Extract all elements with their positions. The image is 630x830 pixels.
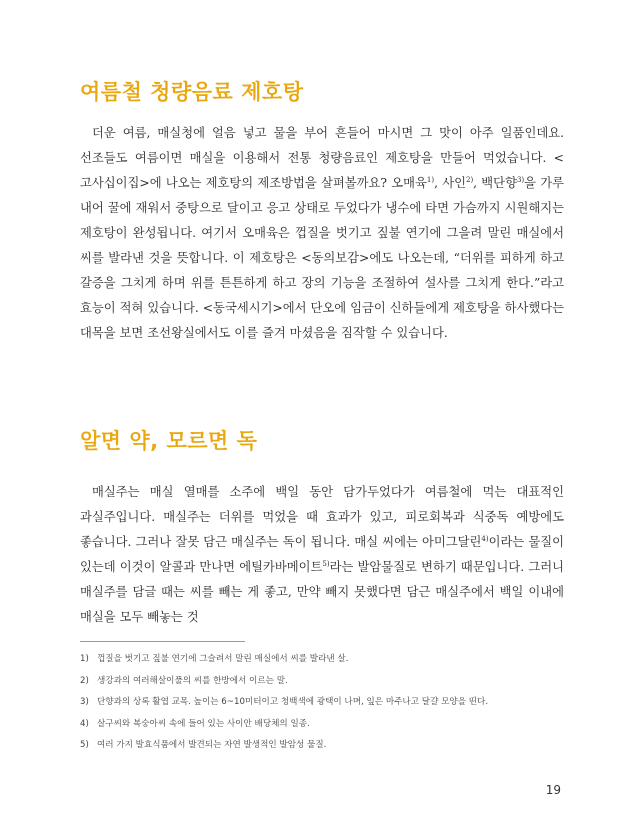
- footnote-text: 껍질을 벗기고 짚불 연기에 그슬려서 말린 매실에서 씨를 발라낸 살.: [97, 654, 349, 664]
- paragraph-text: , 사인: [434, 176, 466, 190]
- footnote-divider: [80, 641, 245, 642]
- footnote-ref[interactable]: 3): [516, 175, 525, 184]
- footnote-text: 생강과의 여러해살이풀의 씨를 한방에서 이르는 말.: [97, 675, 288, 686]
- paragraph-text: 을 가루 내어 꿀에 재워서 중탕으로 달이고 응고 상태로 두었다가 냉수에 타면 가슴까지 시원해지는 제호탕이 완성됩니다. 여기서 오매육은 껍질을 벗기고 짚불 연기에 그을려 말린 매실에서 씨를 발라낸 것을 뜻합니다. 이 제호탕은 <동의보감>에도 나오는데, “더위를 피하게 하고 갈증을 그치게 하며 위를 튼튼하게 하고 장의 기능을 조절하여 설사를 그치게 한다.”라고 효능이 적혀 있습니다. <동국세시기>에서 단오에 임금이 신하들에게 제호탕을 하사했다는 대목을 보면 조선왕실에서도 이를 즐겨 마셨음을 짐작할 수 있습니다.: [80, 176, 565, 340]
- footnote-text: 단향과의 상록 활엽 교목. 높이는 6~10미터이고 청백색에 광택이 나며, 잎은 마주나고 달걀 모양을 띤다.: [97, 697, 489, 708]
- paragraph-text: , 백단향: [473, 176, 517, 190]
- footnote-ref[interactable]: 1): [426, 175, 435, 184]
- footnote-number: 3): [80, 697, 89, 708]
- paragraph-text: 라는 발암물질로 변하기 때문입니다. 그러니 매실주를 담글 때는 씨를 빼는 게 좋고, 만약 빼지 못했다면 담근 매실주에서 백일 이내에 매실을 모두 빼놓는 것: [80, 560, 564, 624]
- footnote-text: 살구씨와 복숭아씨 속에 들어 있는 사이안 배당체의 일종.: [97, 718, 310, 729]
- paragraph-text: 이라는 물질이 있는데 이것이 알콜과 만나면 에틸카바메이트: [80, 535, 564, 574]
- section-heading-jehotang: 여름철 청량음료 제호탕: [80, 80, 304, 104]
- footnote-ref[interactable]: 4): [481, 534, 489, 543]
- footnote-ref[interactable]: 2): [465, 175, 474, 184]
- footnote-item: [80, 651, 564, 673]
- paragraph-text: 더운 여름, 매실청에 얼음 넣고 물을 부어 흔들어 마시면 그 맛이 아주 일품인데요. 선조들도 여름이면 매실을 이용해서 전통 청량음료인 제호탕을 만들어 먹었습니다. <고사십이집>에 나오는 제호탕의 제조방법을 살펴볼까요? 오매육: [80, 126, 564, 190]
- footnote-number: 4): [80, 718, 89, 729]
- footnote-item: [80, 737, 564, 759]
- paragraph-text: 매실주는 매실 열매를 소주에 백일 동안 담가두었다가 여름철에 먹는 대표적인 과실주입니다. 매실주는 더위를 먹었을 때 효과가 있고, 피로회복과 식중독 예방에도 좋습니다. 그러나 잘못 담근 매실주는 독이 됩니다. 매실 씨에는 아미그달린: [80, 485, 564, 549]
- footnote-item: [80, 694, 564, 716]
- section-heading-maesilju: 알면 약, 모르면 독: [80, 429, 258, 453]
- page-number: 19: [545, 783, 561, 797]
- footnote-item: [80, 716, 564, 738]
- footnote-number: 5): [80, 740, 89, 751]
- section-paragraph-maesilju: [80, 480, 564, 630]
- footnote-number: 2): [80, 675, 89, 686]
- footnote-number: 1): [80, 654, 89, 664]
- section-paragraph-jehotang: [80, 121, 564, 346]
- footnote-ref[interactable]: 5): [322, 559, 330, 568]
- footnote-item: [80, 673, 564, 695]
- footnote-list: [80, 651, 564, 759]
- footnote-text: 여러 가지 발효식품에서 발견되는 자연 발생적인 발암성 물질.: [97, 740, 327, 751]
